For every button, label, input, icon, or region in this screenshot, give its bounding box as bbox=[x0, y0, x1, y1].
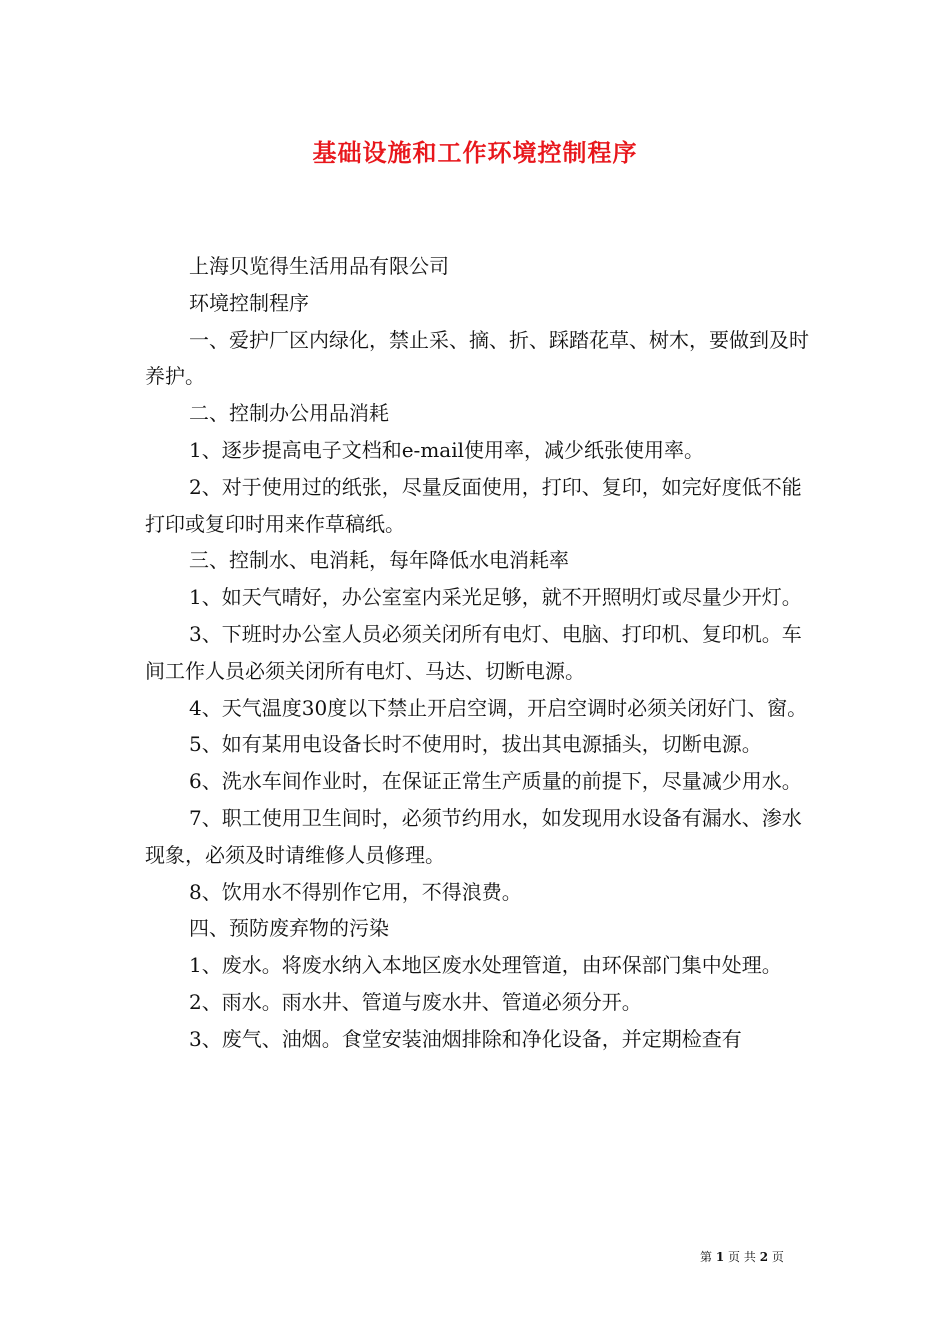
paragraph: 3、下班时办公室人员必须关闭所有电灯、电脑、打印机、复印机。车间工作人员必须关闭所有电灯、马达、切断电源。 bbox=[145, 621, 802, 683]
paragraph: 2、对于使用过的纸张，尽量反面使用，打印、复印，如完好度低不能打印或复印时用来作草稿纸。 bbox=[145, 474, 802, 536]
paragraph: 3、废气、油烟。食堂安装油烟排除和净化设备，并定期检查有 bbox=[189, 1026, 742, 1051]
page-title: 基础设施和工作环境控制程序 bbox=[312, 138, 638, 167]
page-number-footer bbox=[700, 1248, 784, 1265]
footer-suffix: 页 bbox=[771, 1250, 784, 1264]
footer-prefix: 第 bbox=[700, 1250, 713, 1264]
footer-middle: 页 共 bbox=[728, 1250, 756, 1264]
paragraph: 二、控制办公用品消耗 bbox=[189, 401, 389, 426]
paragraph: 6、洗水车间作业时，在保证正常生产质量的前提下，尽量减少用水。 bbox=[189, 769, 802, 794]
paragraph: 1、废水。将废水纳入本地区废水处理管道，由环保部门集中处理。 bbox=[189, 953, 782, 978]
paragraph: 7、职工使用卫生间时，必须节约用水，如发现用水设备有漏水、渗水现象，必须及时请维修人员修理。 bbox=[145, 805, 802, 867]
paragraph: 1、如天气晴好，办公室室内采光足够，就不开照明灯或尽量少开灯。 bbox=[189, 585, 802, 610]
paragraph: 4、天气温度30度以下禁止开启空调，开启空调时必须关闭好门、窗。 bbox=[189, 695, 808, 720]
paragraph: 5、如有某用电设备长时不使用时，拔出其电源插头，切断电源。 bbox=[189, 732, 762, 757]
total-page-number: 2 bbox=[759, 1250, 769, 1264]
current-page-number: 1 bbox=[715, 1250, 725, 1264]
paragraph: 8、饮用水不得别作它用，不得浪费。 bbox=[189, 879, 522, 904]
paragraph: 一、爱护厂区内绿化，禁止采、摘、折、踩踏花草、树木，要做到及时养护。 bbox=[145, 327, 809, 389]
paragraph: 四、预防废弃物的污染 bbox=[189, 916, 389, 941]
paragraph: 三、控制水、电消耗，每年降低水电消耗率 bbox=[189, 548, 569, 573]
paragraph: 2、雨水。雨水井、管道与废水井、管道必须分开。 bbox=[189, 989, 642, 1014]
paragraph: 环境控制程序 bbox=[189, 290, 309, 315]
paragraph: 1、逐步提高电子文档和e-mail使用率，减少纸张使用率。 bbox=[189, 437, 704, 462]
document-body bbox=[145, 248, 810, 1058]
paragraph: 上海贝览得生活用品有限公司 bbox=[189, 254, 449, 278]
